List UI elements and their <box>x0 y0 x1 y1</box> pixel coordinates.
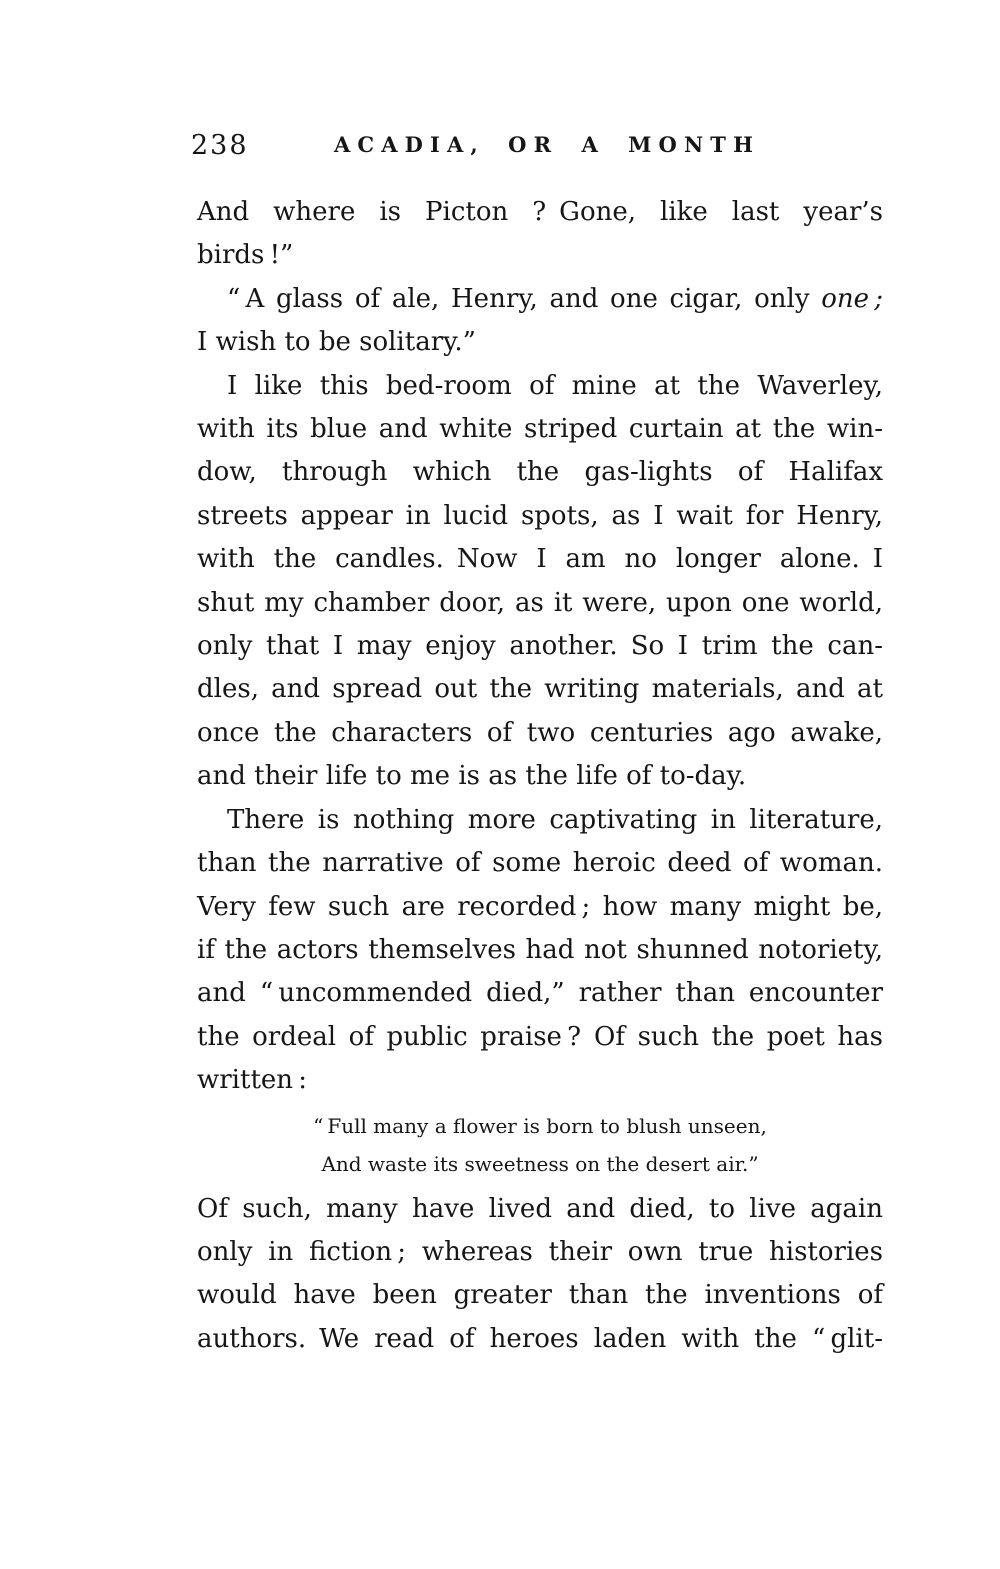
text-run: once the characters of two centuries ago awake, <box>197 717 883 748</box>
text-run: And where is Picton ? Gone, like last year’s <box>197 197 883 227</box>
page-number: 238 <box>191 130 249 161</box>
text-run: authors. We read of heroes laden with the “ glit- <box>197 1323 883 1354</box>
text-line <box>197 1016 883 1059</box>
text-run: I like this bed-room of mine at the Waverley, <box>227 370 883 401</box>
text-line <box>197 1231 883 1274</box>
text-run: only that I may enjoy another. So I trim the can- <box>197 631 883 662</box>
text-line <box>197 1145 883 1183</box>
text-run: shut my chamber door, as it were, upon one world, <box>197 587 883 618</box>
text-run: “ Full many a flower is born to blush unseen, <box>313 1113 767 1138</box>
paragraph <box>197 1188 883 1362</box>
text-run: I wish to be solitary.” <box>197 327 476 358</box>
text-run: and their life to me is as the life of to-day. <box>197 761 747 792</box>
text-run: with the candles. Now I am no longer alone. I <box>197 544 883 575</box>
page-header <box>191 128 883 164</box>
text-line <box>197 799 883 842</box>
text-line <box>197 365 883 408</box>
italic-text: one ; <box>821 283 883 314</box>
text-line <box>197 1274 883 1317</box>
text-run: if the actors themselves had not shunned notoriety, <box>197 934 883 965</box>
text-run: and “ uncommended died,” rather than encounter <box>197 978 883 1009</box>
text-line <box>197 712 883 755</box>
text-run: “ A glass of ale, Henry, and one cigar, only <box>227 283 822 314</box>
text-line <box>197 625 883 668</box>
paragraph <box>197 799 883 1103</box>
paragraph <box>197 191 883 278</box>
text-run: dow, through which the gas-lights of Halifax <box>197 457 883 488</box>
text-line <box>197 451 883 494</box>
text-line <box>197 1318 883 1361</box>
text-run: Of such, many have lived and died, to live again <box>197 1193 883 1224</box>
text-line <box>197 582 883 625</box>
running-title: ACADIA, OR A MONTH <box>333 132 761 157</box>
paragraph <box>197 365 883 799</box>
text-line <box>197 842 883 885</box>
verse-quote <box>197 1107 883 1183</box>
text-line <box>197 234 883 277</box>
text-line <box>197 495 883 538</box>
text-line <box>197 1107 883 1145</box>
text-run: Very few such are recorded ; how many might be, <box>197 891 883 922</box>
text-line <box>197 668 883 711</box>
text-run: There is nothing more captivating in literature, <box>227 804 883 835</box>
text-line <box>197 408 883 451</box>
text-line <box>197 538 883 581</box>
text-run: And waste its sweetness on the desert air.” <box>321 1151 759 1176</box>
text-run: dles, and spread out the writing materials, and at <box>197 674 883 705</box>
text-line <box>197 929 883 972</box>
text-run: streets appear in lucid spots, as I wait for Henry, <box>197 500 883 531</box>
text-line <box>197 321 883 364</box>
text-run: written : <box>197 1065 307 1096</box>
text-run: the ordeal of public praise ? Of such the poet has <box>197 1021 883 1052</box>
text-run: with its blue and white striped curtain at the win- <box>197 414 883 445</box>
text-line <box>197 191 883 234</box>
text-run: only in fiction ; whereas their own true histories <box>197 1236 883 1267</box>
page-body <box>197 191 883 1361</box>
text-line <box>197 972 883 1015</box>
text-line <box>197 1059 883 1102</box>
text-run: would have been greater than the inventions of <box>197 1280 883 1311</box>
text-line <box>197 755 883 798</box>
paragraph <box>197 278 883 365</box>
text-line <box>197 1188 883 1231</box>
text-run: birds !” <box>197 240 294 271</box>
text-line <box>197 886 883 929</box>
text-run: than the narrative of some heroic deed of woman. <box>197 848 883 879</box>
text-line <box>197 278 883 321</box>
